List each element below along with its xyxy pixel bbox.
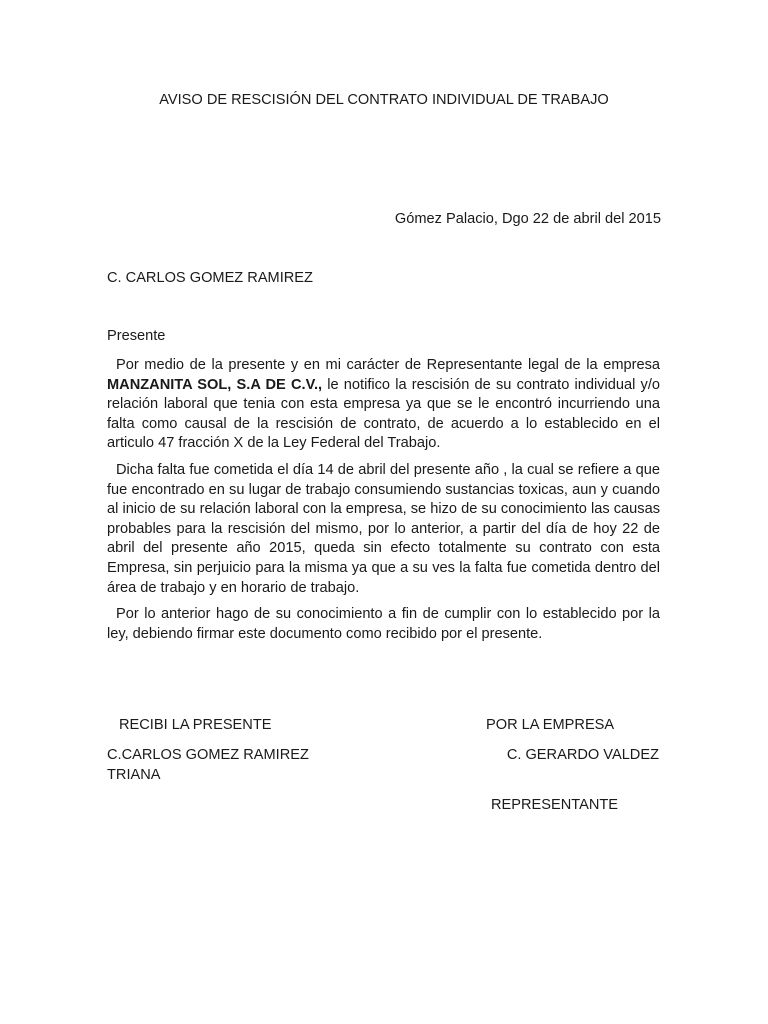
representative-role: REPRESENTANTE (491, 797, 619, 813)
company-name: MANZANITA SOL, S.A DE C.V., (107, 376, 323, 393)
representative-name: C. GERARDO VALDEZ (506, 747, 659, 763)
receiver-heading: RECIBI LA PRESENTE (119, 717, 272, 733)
paragraph-1 (107, 356, 660, 454)
paragraph-3: Por lo anterior hago de su conocimiento a fin de cumplir con lo establecido por la ley, debiendo firmar este documento como recibido por el presente. (107, 606, 660, 642)
paragraph-1-intro: Por medio de la presente y en mi carácter de Representante legal de la empresa (116, 357, 660, 373)
paragraph-2: Dicha falta fue cometida el día 14 de abril del presente año , la cual se refiere a que fue encontrado en su lugar de trabajo consumiendo sustancias toxicas, aun y cuando al inicio de su relación laboral con la empresa, se hizo de su conocimiento las causas probables para la rescisión del mismo, por lo anterior, a partir del día de hoy 22 de abril del presente año 2015, queda sin efecto totalmente su contrato con esta Empresa, sin perjuicio para la misma ya que a su ves la falta fue cometida dentro del área de trabajo y en horario de trabajo. (107, 461, 660, 596)
letter-body (107, 356, 660, 651)
addressee: C. CARLOS GOMEZ RAMIREZ (107, 270, 313, 286)
paragraph-1-rest: le notifico la rescisión de su contrato individual y/o relación laboral que tenia con esta empresa ya que se le encontró incurriendo una falta como causal de la rescisión de contrato, de acuerdo a lo establecido en el articulo 47 fracción X de la Ley Federal del Trabajo. (107, 376, 660, 452)
company-heading: POR LA EMPRESA (486, 717, 615, 733)
place-date: Gómez Palacio, Dgo 22 de abril del 2015 (394, 211, 661, 227)
document-title: AVISO DE RESCISIÓN DEL CONTRATO INDIVIDUAL DE TRABAJO (159, 92, 609, 108)
greeting: Presente (107, 328, 166, 344)
receiver-name: C.CARLOS GOMEZ RAMIREZ TRIANA (107, 747, 309, 783)
